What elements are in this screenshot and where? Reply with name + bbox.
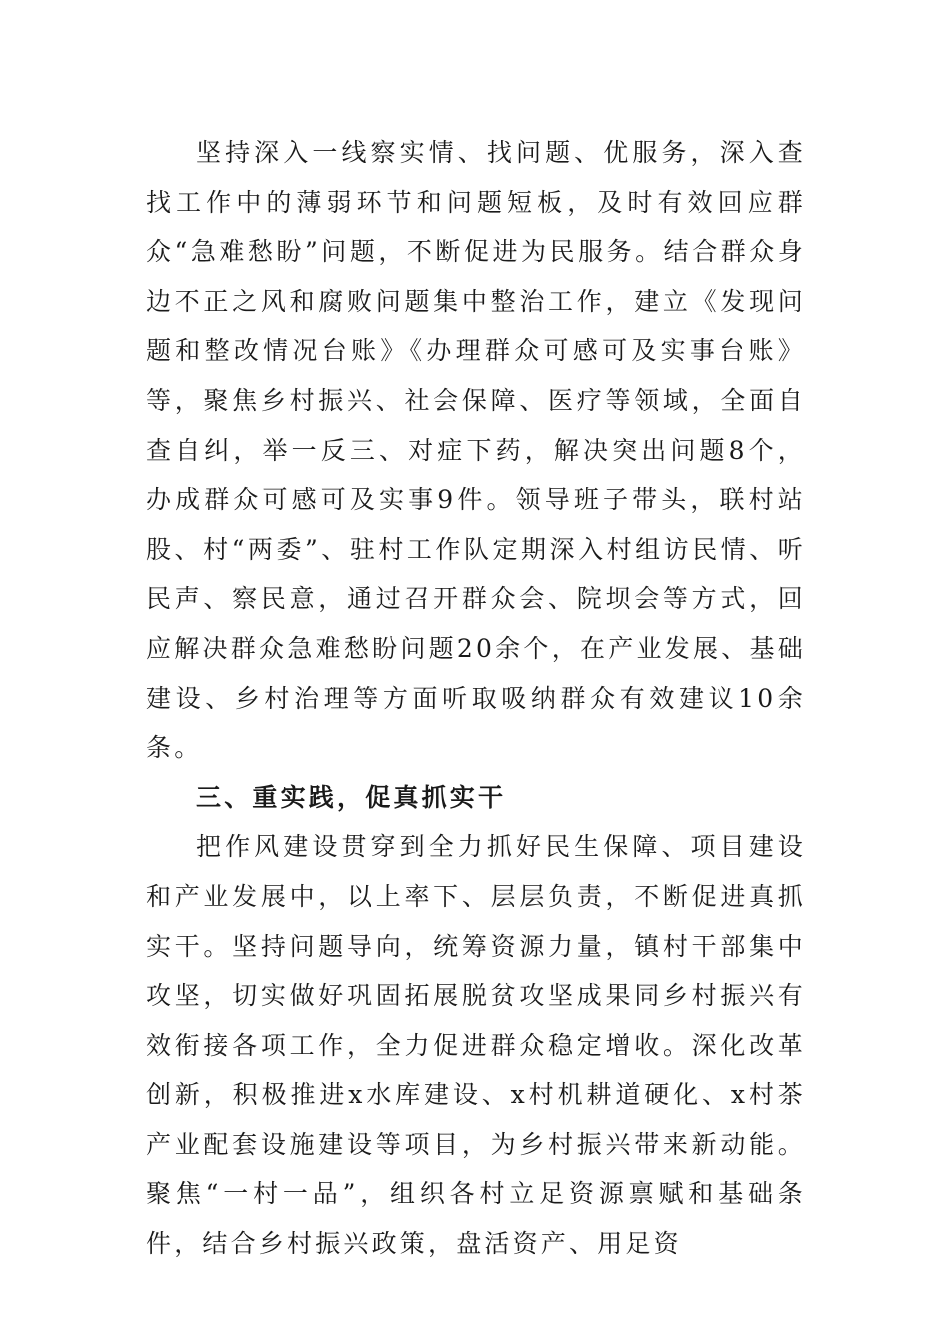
document-body (146, 128, 806, 1269)
paragraph-practice: 把作风建设贯穿到全力抓好民生保障、项目建设和产业发展中，以上率下、层层负责，不断促进真抓实干。坚持问题导向，统筹资源力量，镇村干部集中攻坚，切实做好巩固拓展脱贫攻坚成果同乡村振兴有效衔接各项工作，全力促进群众稳定增收。深化改革创新，积极推进x水库建设、x村机耕道硬化、x村茶产业配套设施建设等项目，为乡村振兴带来新动能。聚焦“一村一品”，组织各村立足资源禀赋和基础条件，结合乡村振兴政策，盘活资产、用足资 (146, 832, 806, 1259)
section-heading-3: 三、重实践，促真抓实干 (196, 782, 507, 812)
paragraph-service: 坚持深入一线察实情、找问题、优服务，深入查找工作中的薄弱环节和问题短板，及时有效回应群众“急难愁盼”问题，不断促进为民服务。结合群众身边不正之风和腐败问题集中整治工作，建立《发现问题和整改情况台账》《办理群众可感可及实事台账》等，聚焦乡村振兴、社会保障、医疗等领域，全面自查自纠，举一反三、对症下药，解决突出问题8个，办成群众可感可及实事9件。领导班子带头，联村站股、村“两委”、驻村工作队定期深入村组访民情、听民声、察民意，通过召开群众会、院坝会等方式，回应解决群众急难愁盼问题20余个，在产业发展、基础建设、乡村治理等方面听取吸纳群众有效建议10余条。 (146, 138, 806, 763)
